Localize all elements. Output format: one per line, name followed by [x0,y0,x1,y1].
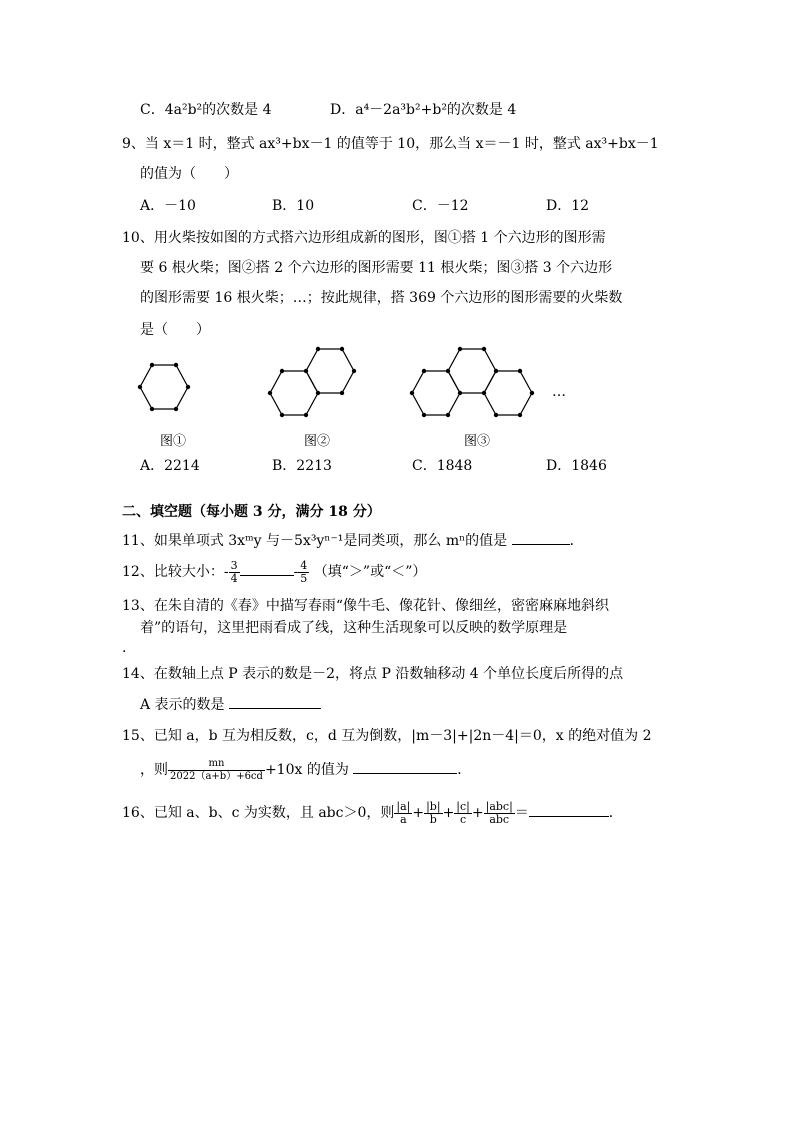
q16-answer-blank[interactable] [529,802,609,817]
figure-2-caption: 图② [304,434,331,449]
figure-ellipsis: … [552,384,566,400]
q9-option-b: B．10 [272,198,315,214]
q13-line1: 13、在朱自清的《春》中描写春雨“像牛毛、像花针、像细丝，密密麻麻地斜织 [122,598,609,614]
q16-frac-c-num: |c| [456,799,470,813]
q9-option-a: A．－10 [140,198,196,214]
q12-fraction-2 [298,560,309,585]
q15-mid: +10x 的值为 [264,762,349,778]
q16-equals: ＝ [514,805,529,821]
q12-frac2-den: 5 [300,571,308,585]
q16-frac-a-den: a [400,812,407,826]
q12-fraction-1 [229,560,240,585]
figure-1-hexagon [138,363,190,411]
q16-fraction-c [454,801,472,826]
q8-option-c: C．4a²b²的次数是 4 [140,102,272,118]
q15-line2 [140,756,471,784]
hexagon-figures [130,345,600,425]
q16-frac-b-num: |b| [426,799,441,813]
q10-line3: 的图形需要 16 根火柴；…；按此规律，搭 369 个六边形的图形需要的火柴数 [140,290,623,306]
section2-title: 二、填空题（每小题 3 分，满分 18 分） [122,504,381,520]
q10-line1: 10、用火柴按如图的方式搭六边形组成新的图形，图①搭 1 个六边形的图形需 [122,230,606,246]
q15-pre: ，则 [140,762,168,778]
q12-answer-blank[interactable] [240,561,294,576]
q8-option-d: D．a⁴－2a³b²+b²的次数是 4 [330,102,517,118]
q16-frac-abc-num: |abc| [485,799,513,813]
q10-option-a: A．2214 [140,458,200,474]
q9-line2: 的值为（ ） [140,166,238,182]
q16-fraction-abc [484,801,515,826]
q12-frac1-num: 3 [230,558,238,572]
q16-frac-c-den: c [460,812,467,826]
q13-line3: . [122,640,127,656]
q12-line [122,558,426,586]
q11-line [122,530,584,551]
figure-3-hexagons [410,347,534,417]
q15-answer-blank[interactable] [353,759,457,774]
q16-frac-b-den: b [429,812,437,826]
q16-plus-1: + [412,805,425,821]
q16-frac-abc-den: abc [489,812,510,826]
figure-2-hexagons [268,347,356,417]
q9-option-d: D．12 [546,198,590,214]
q16-fraction-a [394,801,412,826]
q15-frac-den: 2022（a+b）+6cd [170,770,263,782]
q15-fraction [168,758,265,783]
q12-frac1-den: 4 [230,571,238,585]
q14-line2 [140,694,321,715]
q16-line [122,798,623,828]
q14-line1: 14、在数轴上点 P 表示的数是－2，将点 P 沿数轴移动 4 个单位长度后所得的点 [122,666,624,682]
q9-option-c: C．－12 [412,198,469,214]
q9-line1: 9、当 x＝1 时，整式 ax³+bx－1 的值等于 10，那么当 x＝－1 时，整式 ax³+bx－1 [122,136,659,152]
q12-frac2-sign: - [293,564,299,580]
q10-line4: 是（ ） [140,322,210,338]
figure-1-caption: 图① [160,434,187,449]
q12-frac2-num: 4 [300,558,308,572]
q10-option-b: B．2213 [272,458,332,474]
q16-text: 16、已知 a、b、c 为实数，且 abc＞0，则 [122,805,395,821]
q12-frac1-sign: - [223,564,229,580]
q12-hint: （填“＞”或“＜”） [313,564,427,580]
q14-text: A 表示的数是 [140,697,225,713]
q12-text: 12、比较大小： [122,564,224,580]
q15-line1: 15、已知 a，b 互为相反数，c，d 互为倒数，|m－3|+|2n－4|＝0，x 的绝对值为 2 [122,728,652,744]
q15-frac-num: mn [168,758,265,771]
q16-fraction-b [424,801,442,826]
q15-end: ． [457,762,472,778]
q10-line2: 要 6 根火柴；图②搭 2 个六边形的图形需要 11 根火柴；图③搭 3 个六边形 [140,260,613,276]
q11-answer-blank[interactable] [512,530,570,545]
q13-line2: 着”的语句，这里把雨看成了线，这种生活现象可以反映的数学原理是 [140,620,568,636]
q16-plus-3: + [471,805,484,821]
q16-plus-2: + [442,805,455,821]
figure-3-caption: 图③ [464,434,491,449]
q10-option-d: D．1846 [546,458,607,474]
q11-text: 11、如果单项式 3xᵐy 与－5x³yⁿ⁻¹是同类项，那么 mⁿ的值是 [122,533,508,549]
q14-answer-blank[interactable] [229,694,321,709]
q16-end: ． [608,805,623,821]
q16-frac-a-num: |a| [396,799,411,813]
q10-option-c: C．1848 [412,458,473,474]
q11-end: ． [569,533,584,549]
